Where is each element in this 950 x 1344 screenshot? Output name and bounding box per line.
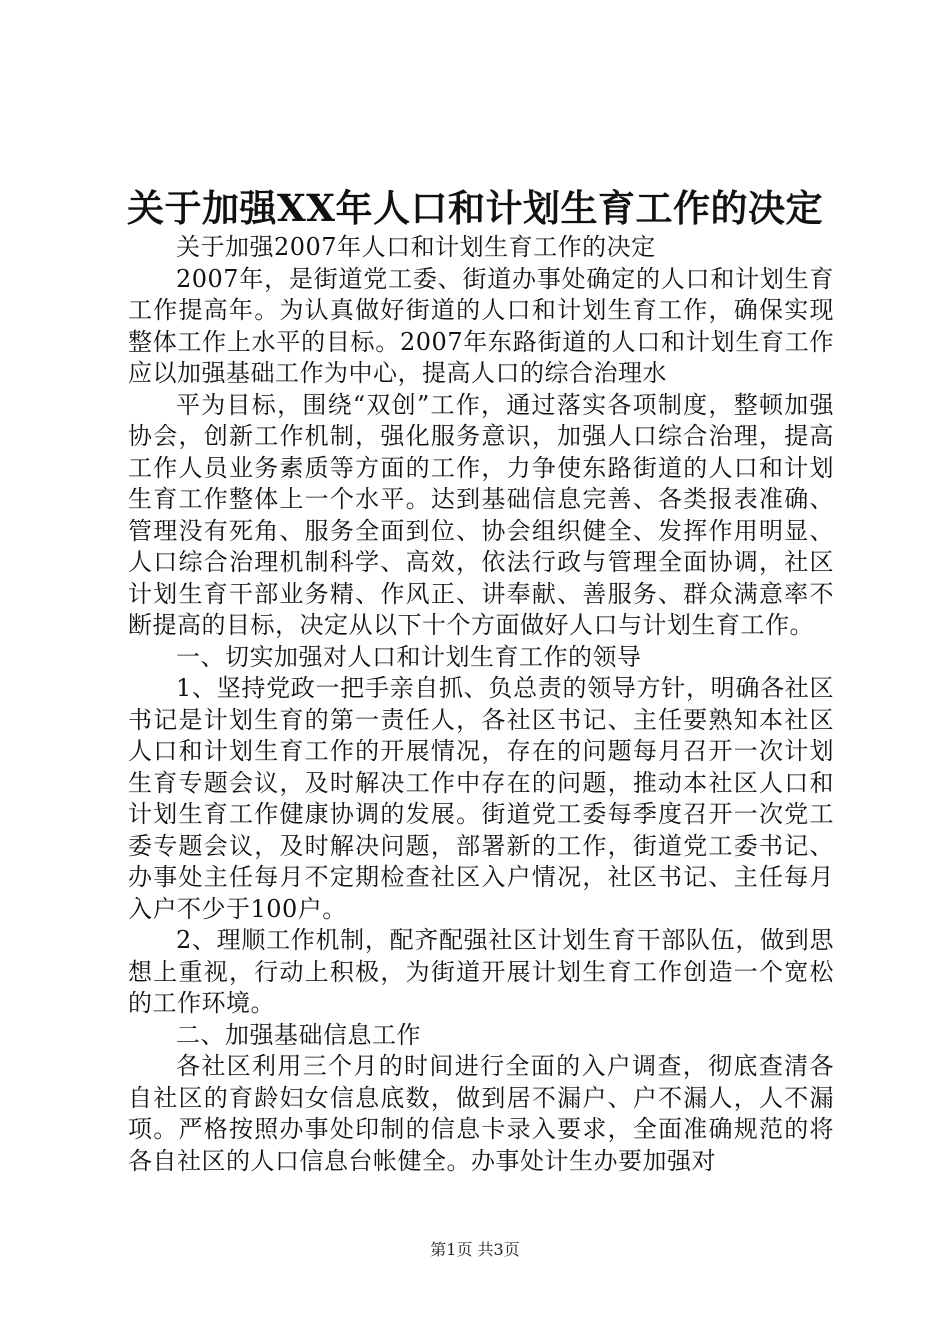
page-footer: 第1页 共3页 [430,1240,520,1259]
paragraph-basic-info: 各社区利用三个月的时间进行全面的入户调查，彻底查清各自社区的育龄妇女信息底数，做到居不漏户、户不漏人，人不漏项。严格按照办事处印制的信息卡录入要求，全面准确规范的将各自社区的人口信息台帐健全。办事处计生办要加强对 [128,1052,834,1175]
paragraph-item-2: 2、理顺工作机制，配齐配强社区计划生育干部队伍，做到思想上重视，行动上积极，为街道开展计划生育工作创造一个宽松的工作环境。 [128,926,834,1017]
paragraph-subtitle: 关于加强2007年人口和计划生育工作的决定 [176,233,656,261]
document-body [128,232,834,1177]
paragraph-item-1: 1、坚持党政一把手亲自抓、负总责的领导方针，明确各社区书记是计划生育的第一责任人，各社区书记、主任要熟知本社区人口和计划生育工作的开展情况，存在的问题每月召开一次计划生育专题会议，及时解决工作中存在的问题，推动本社区人口和计划生育工作健康协调的发展。街道党工委每季度召开一次党工委专题会议，及时解决问题，部署新的工作，街道党工委书记、办事处主任每月不定期检查社区入户情况，社区书记、主任每月入户不少于100户。 [128,674,834,923]
section-heading-basic-info: 二、加强基础信息工作 [176,1020,421,1049]
section-heading-leadership: 一、切实加强对人口和计划生育工作的领导 [176,642,642,671]
paragraph-goals: 平为目标，围绕“双创”工作，通过落实各项制度，整顿加强协会，创新工作机制，强化服务意识，加强人口综合治理，提高工作人员业务素质等方面的工作，力争使东路街道的人口和计划生育工作整体上一个水平。达到基础信息完善、各类报表准确、管理没有死角、服务全面到位、协会组织健全、发挥作用明显、人口综合治理机制科学、高效，依法行政与管理全面协调，社区计划生育干部业务精、作风正、讲奉献、善服务、群众满意率不断提高的目标，决定从以下十个方面做好人口与计划生育工作。 [128,390,834,639]
document-title: 关于加强XX年人口和计划生育工作的决定 [127,186,823,230]
paragraph-intro: 2007年，是街道党工委、街道办事处确定的人口和计划生育工作提高年。为认真做好街道的人口和计划生育工作，确保实现整体工作上水平的目标。2007年东路街道的人口和计划生育工作应以加强基础工作为中心，提高人口的综合治理水 [128,264,834,387]
